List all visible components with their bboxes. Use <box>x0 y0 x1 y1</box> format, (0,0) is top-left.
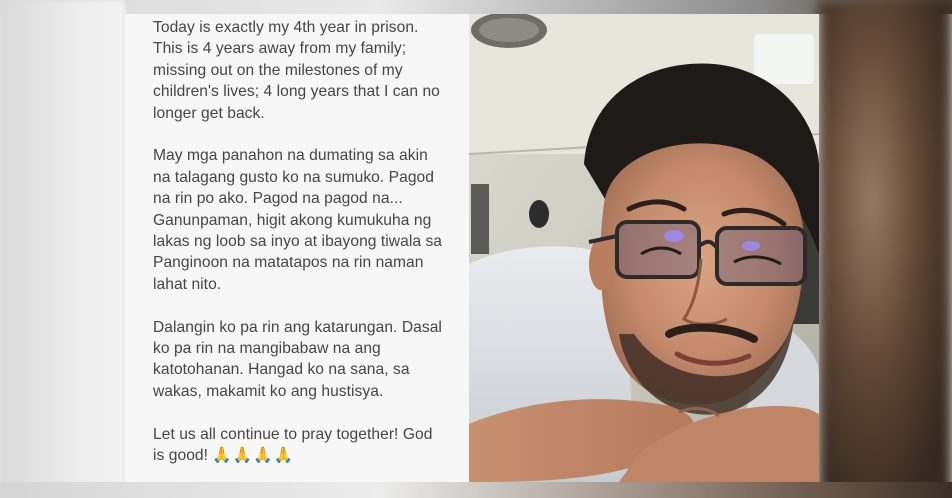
background-blur-left <box>0 0 125 498</box>
background-blur-right <box>818 0 952 498</box>
paragraph-4-text: Let us all continue to pray together! God is good! <box>153 425 433 465</box>
hanging-cap <box>529 200 549 228</box>
ceiling-light <box>754 34 814 84</box>
selfie-illustration <box>469 14 819 482</box>
paragraph-2: May mga panahon na dumating sa akin na talagang gusto ko na sumuko. Pagod na rin po ako. Pagod na pagod na... Ganunpaman, higit akong kumukuha ng lakas ng loob sa inyo at ibayong tiwala sa Panginoon na matatapos na rin naman lahat nito. <box>153 147 443 293</box>
post-text-panel <box>125 14 469 482</box>
wall-fan-grill <box>479 18 539 42</box>
paragraph-4 <box>153 424 445 467</box>
background-bottom-strip <box>0 482 952 498</box>
lens-glare-right <box>742 241 760 251</box>
paragraph-3: Dalangin ko pa rin ang katarungan. Dasal ko pa rin na mangibabaw na ang katotohanan. Hangad ko na sana, sa wakas, makamit ko ang hustisya. <box>153 318 442 400</box>
background-top-strip <box>0 0 952 14</box>
paragraph-1: Today is exactly my 4th year in prison. This is 4 years away from my family; missing out on the milestones of my children's lives; 4 long years that I can no longer get back. <box>153 19 440 122</box>
praying-hands-emoji: 🙏🙏🙏🙏 <box>212 447 295 465</box>
wall-poster <box>471 184 489 254</box>
selfie-photo <box>469 14 819 482</box>
ear <box>589 238 613 290</box>
lens-glare-left <box>664 230 684 242</box>
